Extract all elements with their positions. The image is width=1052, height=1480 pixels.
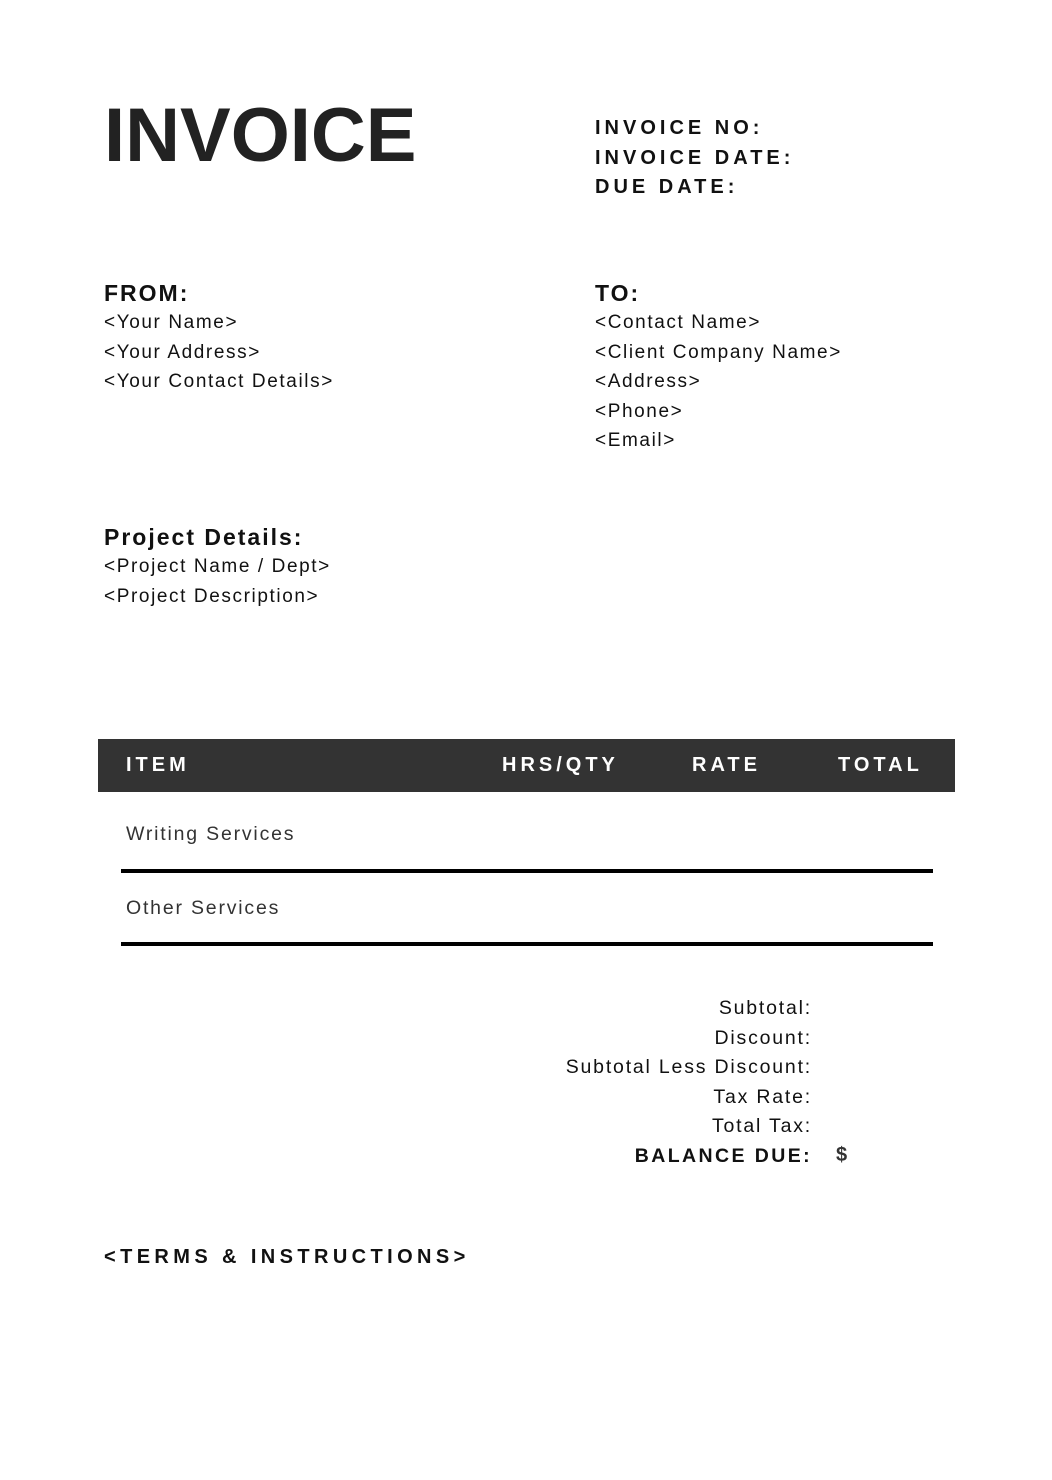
from-block	[104, 278, 334, 397]
column-header-rate: RATE	[692, 754, 761, 776]
discount-label: Discount:	[714, 1026, 812, 1049]
project-details-heading: Project Details:	[104, 524, 304, 550]
table-row	[121, 800, 933, 873]
to-company-name: <Client Company Name>	[595, 341, 842, 363]
project-details-block	[104, 522, 331, 611]
tax-rate-label: Tax Rate:	[713, 1085, 812, 1108]
to-phone: <Phone>	[595, 400, 684, 422]
to-heading: TO:	[595, 280, 641, 306]
total-tax-label: Total Tax:	[711, 1115, 812, 1137]
project-name: <Project Name / Dept>	[104, 556, 331, 577]
from-heading: FROM:	[104, 280, 190, 306]
balance-due-currency: $	[836, 1144, 848, 1166]
from-your-address: <Your Address>	[104, 341, 261, 363]
project-description: <Project Description>	[104, 585, 320, 607]
row-item-label: Writing Services	[126, 823, 296, 845]
column-header-total: TOTAL	[838, 754, 923, 776]
terms-and-instructions: <TERMS & INSTRUCTIONS>	[104, 1246, 470, 1268]
invoice-date-label: INVOICE DATE:	[595, 146, 795, 169]
items-table-header	[98, 739, 955, 792]
balance-due-label: BALANCE DUE:	[634, 1144, 812, 1167]
from-contact-details: <Your Contact Details>	[104, 371, 334, 392]
invoice-no-label: INVOICE NO:	[595, 117, 764, 139]
column-header-hrs-qty: HRS/QTY	[502, 754, 619, 776]
from-your-name: <Your Name>	[104, 312, 239, 333]
subtotal-label: Subtotal:	[718, 997, 812, 1019]
to-address: <Address>	[595, 371, 702, 392]
row-item-label: Other Services	[126, 897, 281, 919]
to-block	[595, 278, 842, 456]
to-contact-name: <Contact Name>	[595, 312, 762, 333]
to-email: <Email>	[595, 430, 676, 451]
invoice-meta	[595, 114, 794, 203]
totals-summary	[566, 994, 812, 1171]
subtotal-less-discount-label: Subtotal Less Discount:	[565, 1056, 812, 1078]
column-header-item: ITEM	[126, 754, 190, 776]
table-row	[121, 873, 933, 946]
due-date-label: DUE DATE:	[595, 176, 739, 198]
invoice-title: INVOICE	[104, 93, 417, 178]
